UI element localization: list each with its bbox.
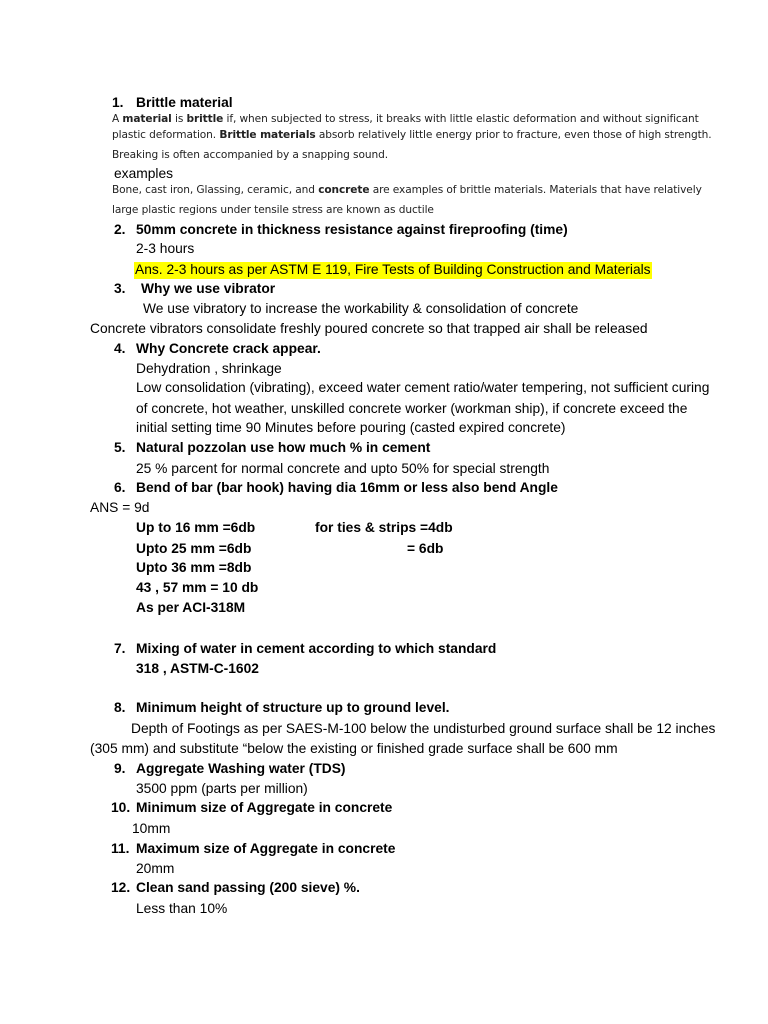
item-12-title: Clean sand passing (200 sieve) %. (136, 880, 360, 895)
item-7-number: 7. (114, 641, 126, 656)
item-8-number: 8. (114, 700, 126, 715)
item-10-title: Minimum size of Aggregate in concrete (136, 800, 393, 815)
item-6-row-2-right: = 6db (407, 541, 444, 556)
item-6-number: 6. (114, 480, 126, 495)
item-2-title: 50mm concrete in thickness resistance against fireproofing (time) (136, 222, 568, 237)
item-4-answer-line-3: of concrete, hot weather, unskilled concrete worker (workman ship), if concrete exceed the (136, 401, 688, 416)
item-1-examples-line-1: Bone, cast iron, Glassing, ceramic, and concrete are examples of brittle materials. Materials that have relatively (112, 184, 702, 196)
item-5-answer: 25 % parcent for normal concrete and upto 50% for special strength (136, 461, 550, 476)
item-7-answer: 318 , ASTM-C-1602 (136, 661, 259, 676)
item-6-row-4: 43 , 57 mm = 10 db (136, 580, 259, 595)
item-6-row-5: As per ACI-318M (136, 600, 246, 615)
item-1-examples-line-2: large plastic regions under tensile stress are known as ductile (112, 204, 434, 216)
item-11-answer: 20mm (136, 861, 175, 876)
item-11-title: Maximum size of Aggregate in concrete (136, 841, 396, 856)
item-10-number: 10. (111, 800, 131, 815)
item-5-number: 5. (114, 440, 126, 455)
item-9-title: Aggregate Washing water (TDS) (136, 761, 346, 776)
item-6-title: Bend of bar (bar hook) having dia 16mm or less also bend Angle (136, 480, 558, 495)
item-9-answer: 3500 ppm (parts per million) (136, 781, 308, 796)
item-2-number: 2. (114, 222, 126, 237)
item-4-answer-line-2: Low consolidation (vibrating), exceed water cement ratio/water tempering, not sufficient curing (136, 380, 710, 395)
item-3-title: Why we use vibrator (141, 281, 276, 296)
item-5-title: Natural pozzolan use how much % in cement (136, 440, 431, 455)
item-10-answer: 10mm (132, 821, 171, 836)
item-1-definition-line-3: Breaking is often accompanied by a snapping sound. (112, 149, 388, 161)
item-3-answer-line-2: Concrete vibrators consolidate freshly poured concrete so that trapped air shall be released (90, 321, 648, 336)
item-8-title: Minimum height of structure up to ground level. (136, 700, 450, 715)
item-7-title: Mixing of water in cement according to which standard (136, 641, 497, 656)
item-8-answer-line-2: (305 mm) and substitute “below the existing or finished grade surface shall be 600 mm (90, 741, 618, 756)
item-3-number: 3. (114, 281, 126, 296)
item-1-number: 1. (112, 95, 124, 110)
item-1-title: Brittle material (136, 95, 233, 110)
item-2-answer: 2-3 hours (136, 241, 195, 256)
item-4-number: 4. (114, 341, 126, 356)
item-6-ans: ANS = 9d (90, 500, 150, 515)
item-12-answer: Less than 10% (136, 901, 228, 916)
item-11-number: 11. (111, 841, 130, 856)
item-1-definition-line-2: plastic deformation. Brittle materials absorb relatively little energy prior to fracture, even those of high strength. (112, 129, 712, 141)
item-4-answer-line-1: Dehydration , shrinkage (136, 361, 282, 376)
item-8-answer-line-1: Depth of Footings as per SAES-M-100 below the undisturbed ground surface shall be 12 inches (131, 721, 716, 736)
item-12-number: 12. (111, 880, 131, 895)
item-4-answer-line-4: initial setting time 90 Minutes before pouring (casted expired concrete) (136, 420, 566, 435)
item-6-row-2-left: Upto 25 mm =6db (136, 541, 252, 556)
item-9-number: 9. (114, 761, 126, 776)
item-6-row-1-right: for ties & strips =4db (315, 520, 453, 535)
item-1-definition-line-1: A material is brittle if, when subjected to stress, it breaks with little elastic deformation and without significant (112, 113, 699, 125)
item-2-highlighted-answer: Ans. 2-3 hours as per ASTM E 119, Fire Tests of Building Construction and Materials (135, 262, 651, 277)
item-1-examples-heading: examples (114, 166, 174, 181)
item-6-row-1-left: Up to 16 mm =6db (136, 520, 256, 535)
item-4-title: Why Concrete crack appear. (136, 341, 321, 356)
item-3-answer-line-1: We use vibratory to increase the workability & consolidation of concrete (143, 301, 579, 316)
item-6-row-3: Upto 36 mm =8db (136, 560, 252, 575)
